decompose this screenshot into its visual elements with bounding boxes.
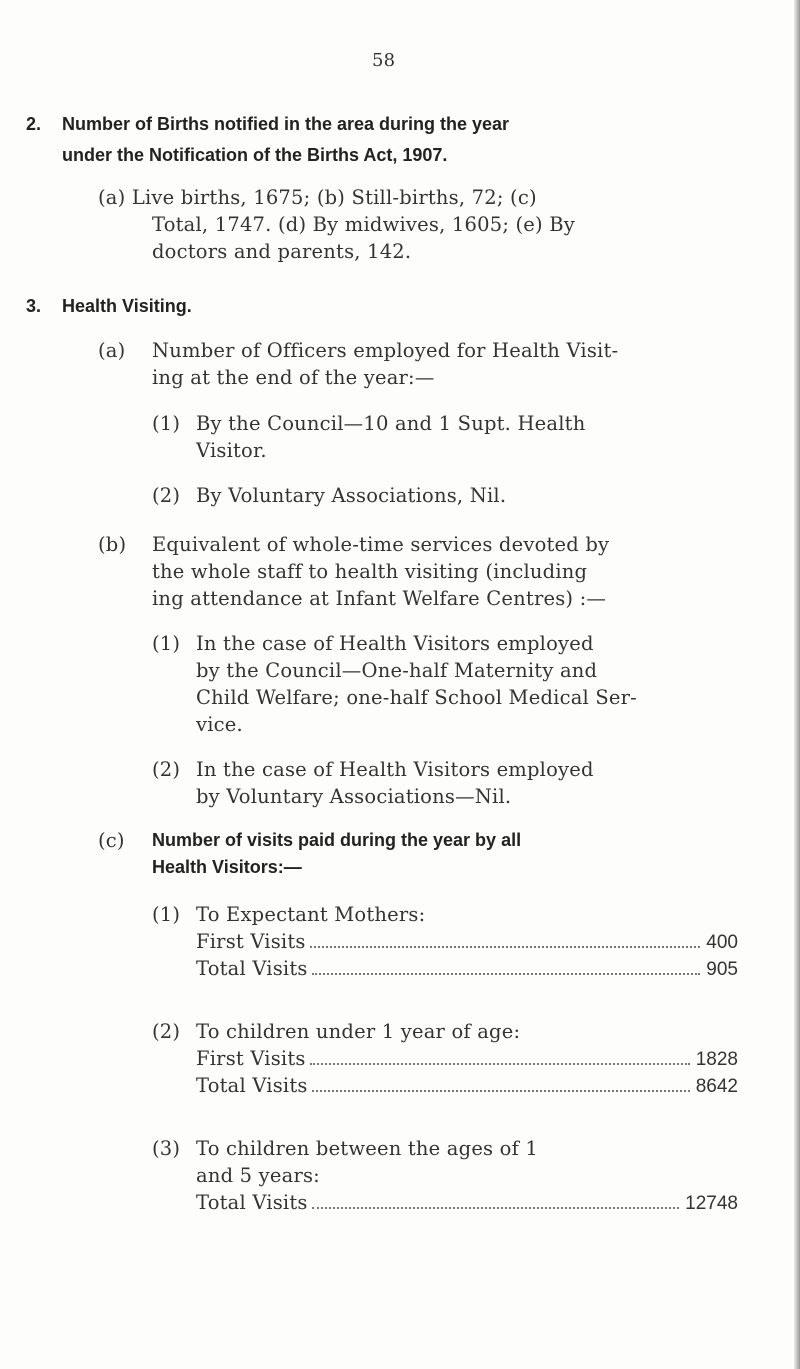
dot-leader <box>310 946 701 948</box>
section-3a-item2-line1: By Voluntary Associations, Nil. <box>196 484 507 507</box>
visits-row-value: 1828 <box>695 1049 738 1070</box>
visits-row-label: Total Visits <box>196 1191 308 1214</box>
section-3c-line2: Health Visitors:— <box>152 857 302 877</box>
section-3b-item1-line1: In the case of Health Visitors employed <box>196 632 594 655</box>
visits-group3-label: (3) <box>152 1137 181 1160</box>
section-3b-line3: ing attendance at Infant Welfare Centres) :— <box>152 587 607 610</box>
section-2-para-line3: doctors and parents, 142. <box>152 240 412 263</box>
dot-leader <box>312 973 701 975</box>
section-2-heading-line1: Number of Births notified in the area during the year <box>62 114 510 134</box>
section-3a-label: (a) <box>98 339 126 362</box>
visits-row-label: Total Visits <box>196 957 308 980</box>
visits-group2-title: To children under 1 year of age: <box>196 1020 521 1043</box>
section-3b-line2: the whole staff to health visiting (including <box>152 560 588 583</box>
dot-leader <box>312 1207 680 1209</box>
section-3-heading: Health Visiting. <box>62 296 192 316</box>
visits-row-label: Total Visits <box>196 1074 308 1097</box>
section-3a-line2: ing at the end of the year:— <box>152 366 435 389</box>
dot-leader <box>312 1090 690 1092</box>
section-3a-line1: Number of Officers employed for Health Visit- <box>152 339 619 362</box>
visits-group3-title-line2: and 5 years: <box>196 1164 320 1187</box>
section-3b-item2-line2: by Voluntary Associations—Nil. <box>196 785 512 808</box>
dot-leader <box>310 1063 690 1065</box>
section-3b-item2-line1: In the case of Health Visitors employed <box>196 758 594 781</box>
section-3-number: 3. <box>26 296 42 316</box>
section-3b-item1-line2: by the Council—One-half Maternity and <box>196 659 598 682</box>
section-3b-item1-line4: vice. <box>196 713 243 736</box>
visits-row-value: 400 <box>706 932 738 953</box>
section-2-number: 2. <box>26 114 42 134</box>
section-3b-label: (b) <box>98 533 127 556</box>
visits-group3-row1 <box>196 1191 738 1215</box>
section-3b-item1-line3: Child Welfare; one-half School Medical Ser- <box>196 686 637 709</box>
visits-group1-title: To Expectant Mothers: <box>196 903 426 926</box>
visits-group1-row2 <box>196 957 738 981</box>
section-3c-line1: Number of visits paid during the year by all <box>152 830 522 850</box>
section-3c-label: (c) <box>98 829 125 852</box>
page-number: 58 <box>372 50 396 71</box>
section-3a-item1-line1: By the Council—10 and 1 Supt. Health <box>196 412 586 435</box>
visits-group1-row1 <box>196 930 738 954</box>
section-3a-item1-label: (1) <box>152 412 181 435</box>
visits-group3-title-line1: To children between the ages of 1 <box>196 1137 539 1160</box>
section-2-para-line2: Total, 1747. (d) By midwives, 1605; (e) By <box>152 213 575 236</box>
section-3a-item2-label: (2) <box>152 484 181 507</box>
section-2-heading-line2: under the Notification of the Births Act, 1907. <box>62 145 448 165</box>
visits-row-label: First Visits <box>196 930 306 953</box>
visits-group2-label: (2) <box>152 1020 181 1043</box>
section-2-para-line1: (a) Live births, 1675; (b) Still-births, 72; (c) <box>98 186 537 209</box>
visits-row-value: 8642 <box>695 1076 738 1097</box>
visits-row-value: 905 <box>706 959 738 980</box>
section-3b-item1-label: (1) <box>152 632 181 655</box>
visits-group2-row2 <box>196 1074 738 1098</box>
section-3b-item2-label: (2) <box>152 758 181 781</box>
section-3a-item1-line2: Visitor. <box>196 439 267 462</box>
page-edge <box>794 0 800 1369</box>
visits-group2-row1 <box>196 1047 738 1071</box>
visits-row-label: First Visits <box>196 1047 306 1070</box>
visits-row-value: 12748 <box>685 1193 738 1214</box>
section-3b-line1: Equivalent of whole-time services devoted by <box>152 533 610 556</box>
visits-group1-label: (1) <box>152 903 181 926</box>
